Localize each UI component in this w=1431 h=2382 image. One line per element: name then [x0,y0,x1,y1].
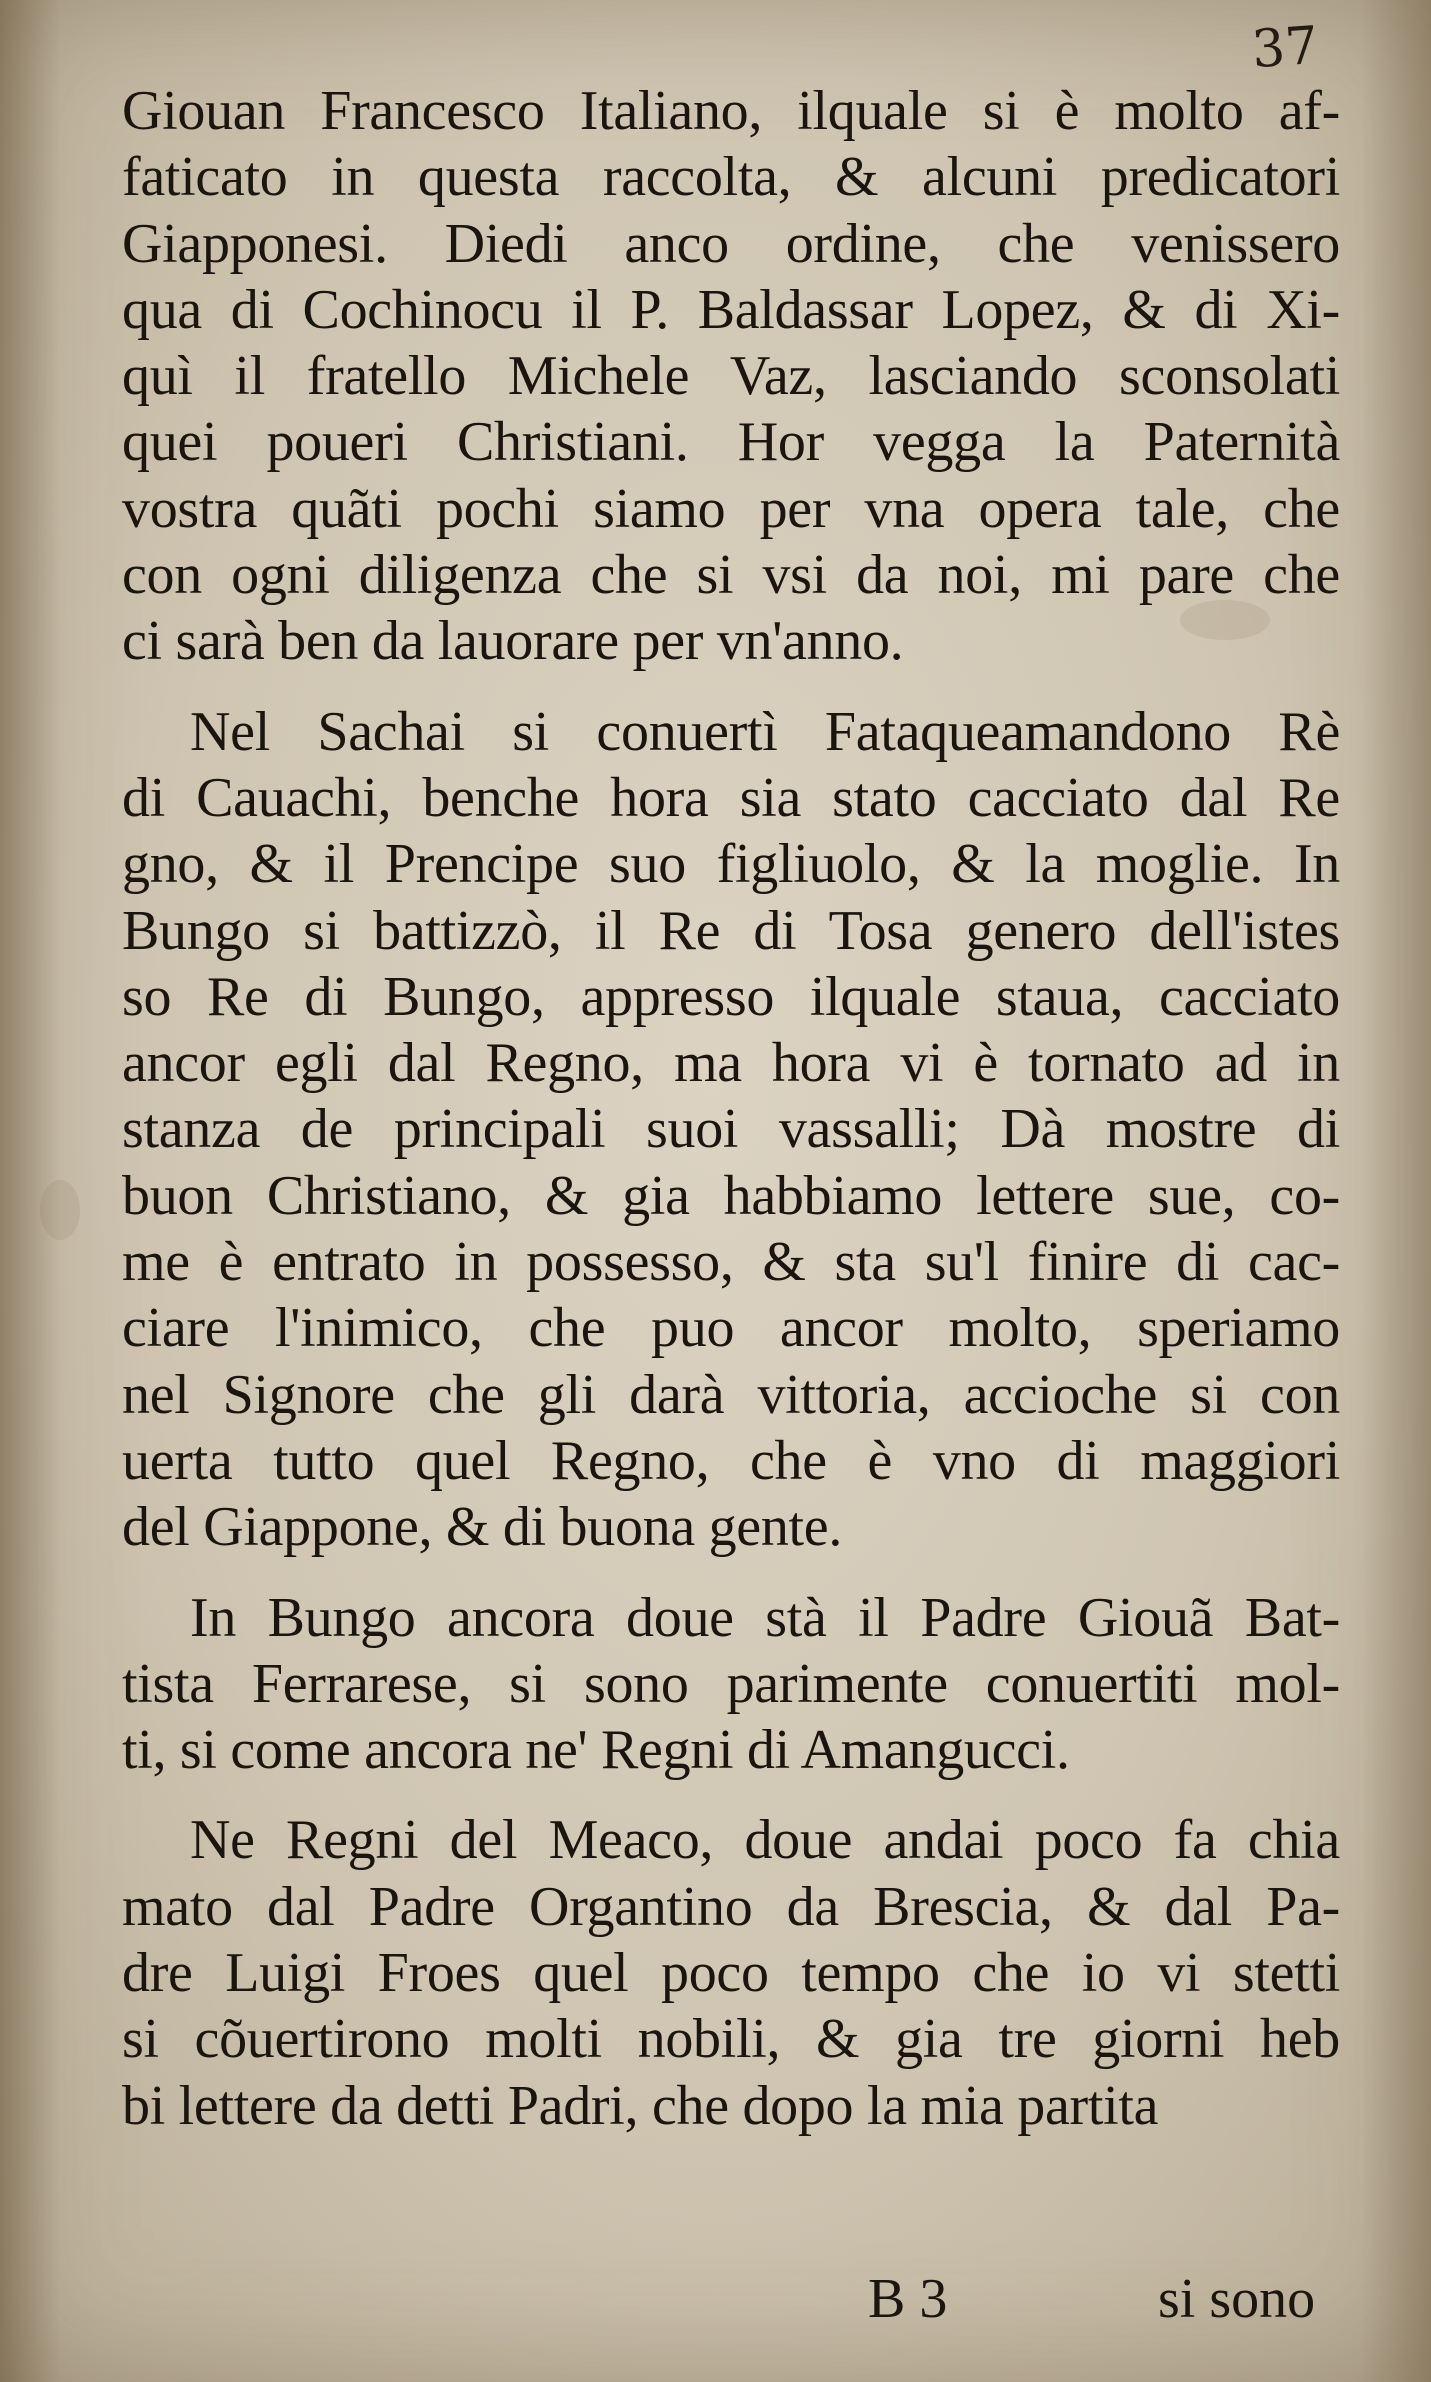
text-line: dre Luigi Froes quel poco tempo che io vi stetti [122,1942,1340,2005]
text-line: In Bungo ancora doue stà il Padre Giouã Bat- [190,1586,1340,1649]
text-line: Nel Sachai si conuertì Fataqueamandono Rè [190,700,1340,763]
text-line: stanza de principali suoi vassalli; Dà mostre di [122,1098,1340,1161]
paragraph-gap [122,1783,1340,1807]
text-line: ti, si come ancora ne' Regni di Amangucci. [122,1719,1070,1782]
text-line: faticato in questa raccolta, & alcuni predicatori [122,146,1340,209]
text-line: quì il fratello Michele Vaz, lasciando sconsolati [122,345,1340,408]
text-line: tista Ferrarese, si sono parimente conuertiti mol- [122,1652,1340,1715]
paragraph-gap [122,675,1340,699]
text-line: ancor egli dal Regno, ma hora vi è tornato ad in [122,1032,1340,1095]
page-number: 37 [1249,15,1321,81]
text-line: ciare l'inimico, che puo ancor molto, speriamo [122,1297,1340,1360]
text-line: nel Signore che gli darà vittoria, accioche si con [122,1363,1340,1426]
text-line: del Giappone, & di buona gente. [122,1496,843,1559]
text-line: quei poueri Christiani. Hor vegga la Paternità [122,411,1340,474]
paragraph-gap [122,1561,1340,1585]
text-line: uerta tutto quel Regno, che è vno di maggiori [122,1429,1340,1492]
text-line: vostra quãti pochi siamo per vna opera tale, che [122,477,1340,540]
text-line: con ogni diligenza che si vsi da noi, mi pare che [122,544,1340,607]
text-line: di Cauachi, benche hora sia stato cacciato dal Re [122,766,1340,829]
text-line: buon Christiano, & gia habbiamo lettere sue, co- [122,1164,1340,1227]
text-line: bi lettere da detti Padri, che dopo la mia partita [122,2074,1159,2137]
catchword: si sono [1158,2268,1316,2330]
text-line: Ne Regni del Meaco, doue andai poco fa chia [190,1809,1340,1872]
paragraph [122,1807,1340,2138]
text-line: si cõuertirono molti nobili, & gia tre giorni heb [122,2008,1340,2071]
text-line: mato dal Padre Organtino da Brescia, & dal Pa- [122,1875,1340,1938]
signature-mark: B 3 [868,2268,948,2330]
body-text [122,78,1340,2139]
text-line: Giapponesi. Diedi anco ordine, che venissero [122,212,1340,275]
text-line: me è entrato in possesso, & sta su'l finire di cac- [122,1231,1340,1294]
paper-stain [40,1180,80,1240]
text-line: qua di Cochinocu il P. Baldassar Lopez, & di Xi- [122,278,1340,341]
text-line: ci sarà ben da lauorare per vn'anno. [122,610,904,673]
text-line: so Re di Bungo, appresso ilquale staua, cacciato [122,965,1340,1028]
text-line: gno, & il Prencipe suo figliuolo, & la moglie. In [122,833,1340,896]
text-line: Bungo si battizzò, il Re di Tosa genero dell'istes [122,899,1340,962]
paragraph [122,699,1340,1561]
paragraph [122,1585,1340,1784]
text-line: Giouan Francesco Italiano, ilquale si è molto af- [122,80,1340,142]
paragraph [122,78,1340,675]
